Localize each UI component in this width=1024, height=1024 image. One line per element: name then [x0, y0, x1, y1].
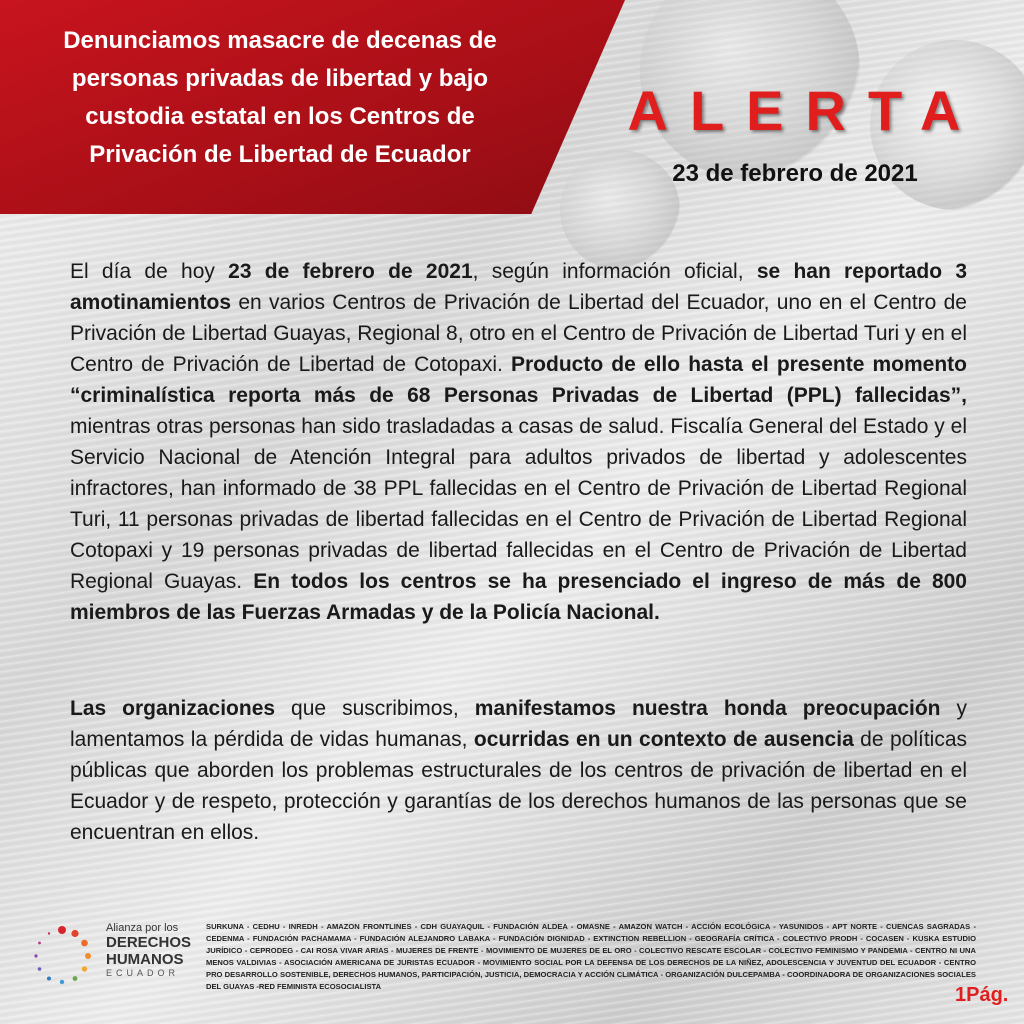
signatory-organizations: SURKUNA - CEDHU - INREDH - AMAZON FRONTLINES - CDH GUAYAQUIL - FUNDACIÓN ALDEA - OMASNE - AMAZON WATCH - ACCIÓN ECOLÓGICA - YASUNIDOS - APT NORTE - CUENCAS SAGRADAS - CEDENMA - FUNDACIÓN PACHAMAMA - FUNDACIÓN ALEJANDRO LABAKA - FUNDACIÓN DIGNIDAD - EXTINCTION REBELLION - GEOGRAFÍA CRÍTICA - COLECTIVO PRODH - COCASEN - KUSKA ESTUDIO JURÍDICO - CEPRODEG - CAI ROSA VIVAR ARIAS - MUJERES DE FRENTE - MOVIMIENTO DE MUJERES DE EL ORO - COLECTIVO RESCATE ESCOLAR - COLECTIVO FEMINISMO Y PANDEMIA - CENTRO NI UNA MENOS VALDIVIAS - ASOCIACIÓN AMERICANA DE JURISTAS ECUADOR - MOVIMIENTO SOCIAL POR LA DEFENSA DE LOS DERECHOS DE LA NIÑEZ, ADOLESCENCIA Y JUVENTUD DEL ECUADOR - CENTRO PRO DESARROLLO SOSTENIBLE, DERECHOS HUMANOS, PARTICIPACIÓN, JUSTICIA, DEMOCRACIA Y ACCIÓN CLIMÁTICA - ORGANIZACIÓN DULCEPAMBA - COORDINADORA DE ORGANIZACIONES SOCIALES DEL GUAYAS -RED FEMINISTA ECOSOCIALISTA — [206, 922, 976, 991]
bold-run: se han reportado 3 amotinamientos — [70, 260, 967, 314]
headline-line: custodia estatal en los Centros de — [85, 103, 475, 130]
bold-run: manifestamos nuestra honda preocupación — [474, 697, 941, 720]
logo-line-1: DERECHOS — [106, 934, 192, 951]
logo-country: ECUADOR — [106, 968, 180, 978]
logo-line-2: HUMANOS — [106, 951, 184, 968]
bold-run: 23 de febrero de 2021 — [228, 260, 473, 283]
headline-line: personas privadas de libertad y bajo — [71, 65, 489, 92]
bold-run: Las organizaciones — [70, 697, 276, 720]
dotted-ring-icon — [30, 924, 94, 988]
headline-line: Privación de Libertad de Ecuador — [89, 141, 471, 168]
headline-line: Denunciamos masacre de decenas de — [63, 27, 497, 54]
text-run: El día de hoy — [70, 260, 229, 283]
text-run: mientras otras personas han sido trasladadas a casas de salud. Fiscalía General del Estado y el Servicio Nacional de Atención Integral para adultos privados de libertad y adolescentes infractores, han informado de 38 PPL fallecidas en el Centro de Privación de Libertad Regional Turi, 11 personas privadas de libertad fallecidas en el Centro de Privación de Libertad Regional Cotopaxi y 19 personas privadas de libertad fallecidas en el Centro de Privación de Libertad Regional Guayas. — [70, 415, 967, 593]
statement-paragraph-2 — [70, 693, 967, 848]
headline — [30, 22, 530, 174]
statement-paragraph-1 — [70, 256, 967, 628]
text-run: que suscribimos, — [275, 697, 475, 720]
text-run: en varios Centros de Privación de Libertad del Ecuador, uno en el Centro de Privación de Libertad Guayas, Regional 8, otro en el Centro de Privación de Libertad Turi y en el Centro de Privación de Libertad de Cotopaxi. — [70, 291, 967, 376]
alliance-logo — [30, 918, 200, 998]
alert-title: ALERTA — [627, 79, 983, 142]
bold-run: ocurridas en un contexto de ausencia — [473, 728, 854, 751]
logo-tagline: Alianza por los — [106, 922, 179, 934]
bold-run: En todos los centros se ha presenciado el ingreso de más de 800 miembros de las Fuerzas Armadas y de la Policía Nacional. — [70, 570, 967, 624]
alert-date: 23 de febrero de 2021 — [672, 160, 918, 187]
text-run: y lamentamos la pérdida de vidas humanas, — [70, 697, 967, 751]
bold-run: Producto de ello hasta el presente momento “criminalística reporta más de 68 Personas Privadas de Libertad (PPL) fallecidas”, — [70, 353, 968, 407]
logo-wordmark — [106, 922, 191, 978]
page-number: 1Pág. — [955, 984, 1009, 1006]
text-run: , según información oficial, — [472, 260, 757, 283]
text-run: de políticas públicas que aborden los problemas estructurales de los centros de privación de libertad en el Ecuador y de respeto, protección y garantías de los derechos humanos de las personas que se encuentran en ellos. — [70, 728, 967, 844]
